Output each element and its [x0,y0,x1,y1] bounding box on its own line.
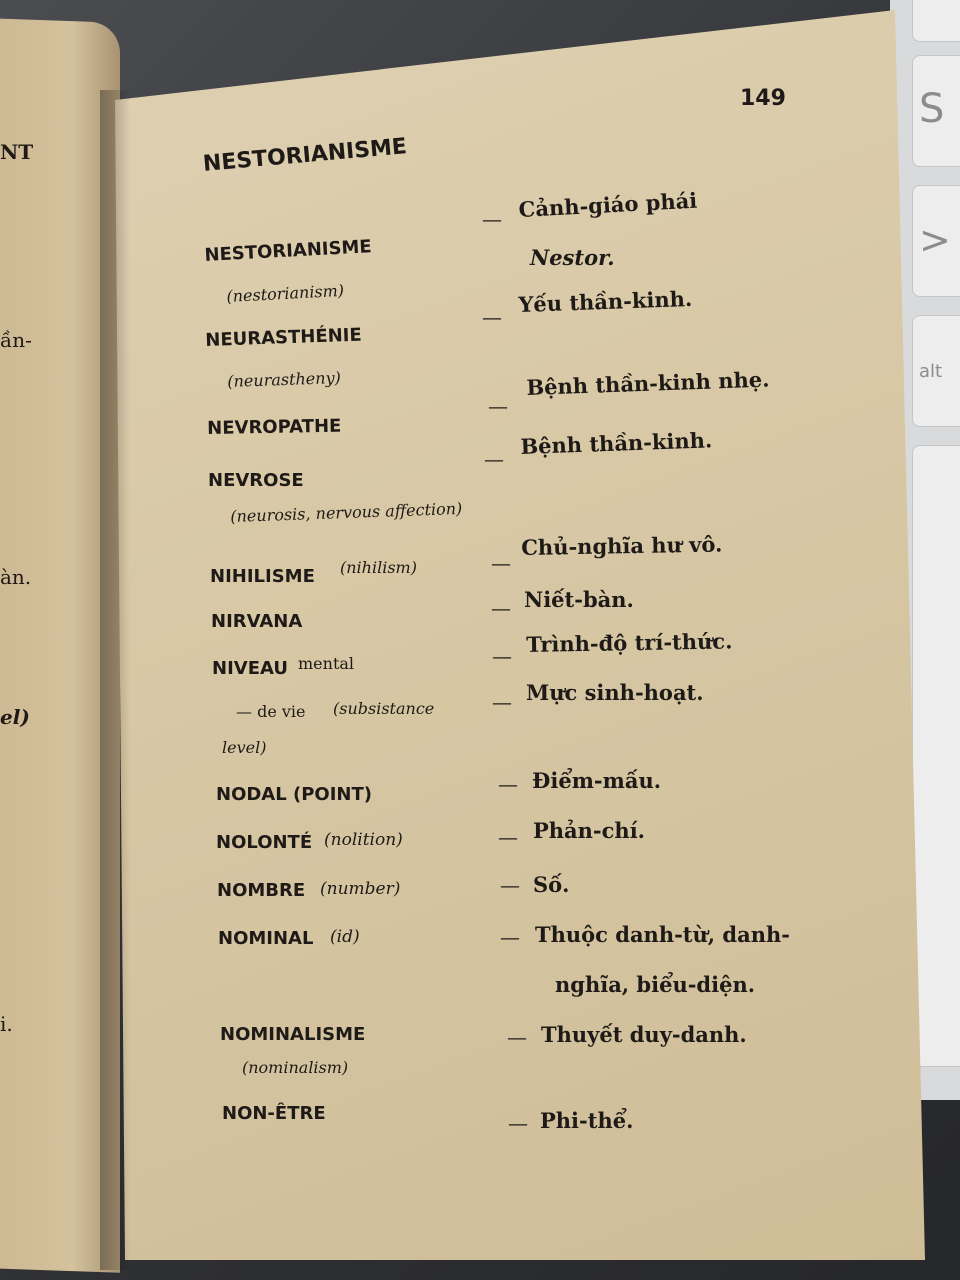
entry-translation: Yếu thần-kinh. [518,285,693,317]
entry-headword: NEURASTHÉNIE [205,324,363,351]
entry-dash: — [491,596,511,620]
entry-headword: NOMBRE [217,880,306,901]
entry-headword: NESTORIANISME [204,236,373,266]
entry-headword: NOMINAL [218,928,314,949]
entry-translation: Cảnh-giáo phái [518,187,698,222]
entry-dash: — [482,207,502,231]
keyboard-key [912,445,960,1067]
entry-translation: Số. [533,872,570,897]
entry-headword: NIHILISME [210,566,315,587]
entry-dash: — [492,644,512,668]
entry-translation: Thuộc danh-từ, danh- [535,922,790,947]
keyboard-key-s [912,55,960,167]
entry-gloss: (neurastheny) [227,368,342,391]
entry-headword: NIRVANA [211,611,303,632]
key-label: alt [919,361,943,382]
running-head: NESTORIANISME [202,134,408,177]
keyboard-key [912,0,960,42]
entry-translation: Phản-chí. [533,818,645,843]
left-page-fragment: i. [0,1012,13,1036]
entry-translation: Điểm-mấu. [532,768,662,793]
entry-dash: — [484,447,504,471]
left-page-fragment: ần- [0,328,32,352]
entry-dash: — [500,925,520,949]
keyboard-key-alt [912,315,960,427]
entry-headword: — de vie [236,702,306,721]
entry-dash: — [498,772,518,796]
page-gutter [100,90,130,1270]
entry-gloss: (nestorianism) [226,280,345,306]
entry-dash: — [488,394,508,418]
left-page-fragment: àn. [0,565,32,589]
entry-headword: NIVEAU [212,658,288,679]
entry-translation: Mực sinh-hoạt. [526,680,704,705]
entry-translation: Thuyết duy-danh. [541,1022,747,1047]
entry-translation: Chủ-nghĩa hư vô. [521,531,723,560]
entry-translation-cont: nghĩa, biểu-diện. [555,972,756,997]
entry-gloss: (nominalism) [242,1058,349,1077]
entry-headword: NEVROSE [208,470,304,491]
entry-dash: — [491,551,511,575]
entry-translation: Trình-độ trí-thức. [526,628,733,657]
entry-translation: Bệnh thần-kinh. [520,427,713,459]
key-label: > [919,218,951,262]
entry-dash: — [498,825,518,849]
entry-dash: — [508,1111,528,1135]
entry-headword: NOLONTÉ [216,832,313,853]
entry-headword: NOMINALISME [220,1024,366,1045]
entry-gloss: (number) [320,879,401,899]
entry-translation: Phi-thể. [540,1108,634,1133]
keyboard-key-arrow [912,185,960,297]
entry-headword: NON-ÊTRE [222,1103,326,1124]
entry-dash: — [500,873,520,897]
left-page-fragment: NT [0,140,34,164]
entry-gloss: (id) [330,927,360,947]
entry-dash: — [482,305,502,329]
entry-gloss: (nihilism) [340,558,417,577]
left-page-fragment: el) [0,705,30,729]
entry-dash: — [507,1025,527,1049]
entry-gloss: (neurosis, nervous affection) [230,498,463,526]
entry-gloss: (nolition) [324,830,403,850]
page-number: 149 [740,86,786,111]
entry-translation: Bệnh thần-kinh nhẹ. [526,366,770,400]
key-label: S [919,86,945,132]
entry-gloss-cont: level) [222,738,267,757]
entry-translation-cont: Nestor. [530,245,615,270]
entry-gloss: (subsistance [333,699,435,718]
entry-translation: Niết-bàn. [524,587,634,612]
entry-dash: — [492,690,512,714]
entry-headword-suffix: mental [298,654,355,673]
entry-headword: NODAL (POINT) [216,784,372,805]
entry-headword: NEVROPATHE [207,415,342,439]
